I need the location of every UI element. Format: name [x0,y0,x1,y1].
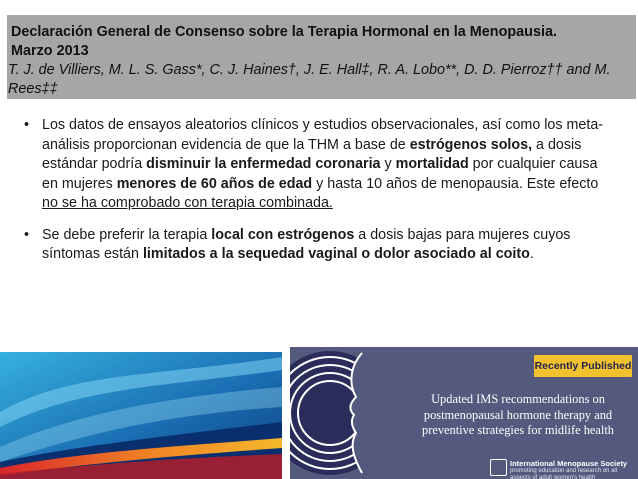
bullet-item: • Se debe preferir la terapia local con estrógenos a dosis bajas para mujeres cuyos síntomas están limitados a la sequedad vaginal o dolor asociado al coito. [24,226,571,262]
ims-logo-icon [490,459,507,476]
bottom-images [0,330,638,479]
abstract-wave-image [0,352,282,479]
ims-profile-logo-icon [290,347,400,479]
banner-headline: Updated IMS recommendations on postmenopausal hormone therapy and preventive strategies for midlife health [422,392,614,437]
recently-published-badge: Recently Published [534,355,632,377]
ims-org-tagline: promoting education and research on all aspects of adult women's health [510,468,618,479]
bullet-item: • Los datos de ensayos aleatorios clínicos y estudios observacionales, así como los meta-análisis proporcionan evidencia de que la THM a base de estrógenos solos, a dosis estándar podría disminuir la enfermedad coronaria y mortalidad por cualquier causa en mujeres menores de 60 años de edad y hasta 10 años de menopausia. Este efecto no se ha comprobado con terapia combinada. [24,117,604,211]
ims-banner [290,347,638,479]
bullet-icon: • [24,117,30,133]
bullet-icon: • [24,226,30,243]
ims-org-name: International Menopause Society [510,459,628,468]
authors-line: T. J. de Villiers, M. L. S. Gass*, C. J. Haines†, J. E. Hall‡, R. A. Lobo**, D. D. Pierroz†† and M. Rees‡‡ [8,62,611,97]
slide-title: Declaración General de Consenso sobre la Terapia Hormonal en la Menopausia. Marzo 2013 [11,24,557,59]
bullet-list [24,116,604,277]
